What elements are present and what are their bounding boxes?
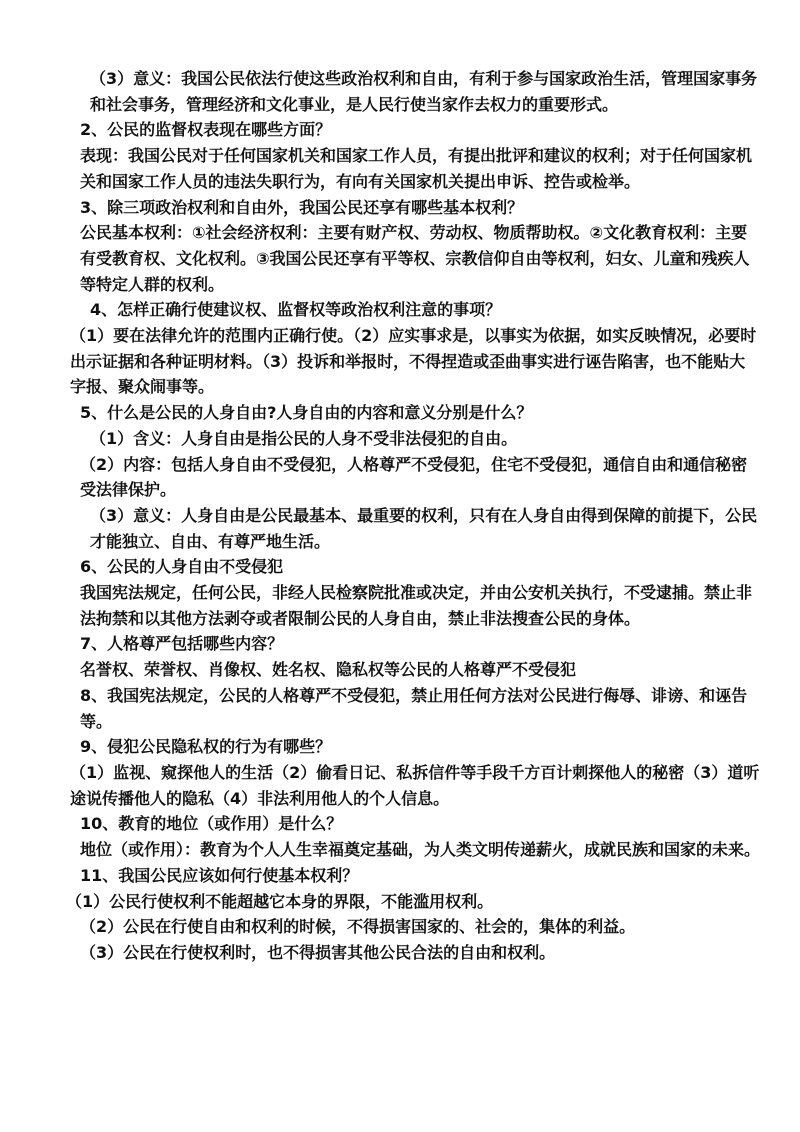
answer-6: 我国宪法规定，任何公民，非经人民检察院批准或决定，并由公安机关执行，不受逮捕。禁止非法拘禁和以其他方法剥夺或者限制公民的人身自由，禁止非法搜查公民的身体。 <box>80 583 753 628</box>
question-2: 2、公民的监督权表现在哪些方面？ <box>80 120 332 140</box>
answer-11-2: （2）公民在行使自由和权利的时候，不得损害国家的、社会的，集体的利益。 <box>80 917 636 937</box>
answer-7: 名誉权、荣誉权、肖像权、姓名权、隐私权等公民的人格尊严不受侵犯 <box>80 660 577 680</box>
question-9: 9、侵犯公民隐私权的行为有哪些？ <box>80 737 332 757</box>
question-3: 3、除三项政治权利和自由外，我国公民还享有哪些基本权利？ <box>80 197 524 217</box>
answer-5-meaning: （1）含义：人身自由是指公民的人身不受非法侵犯的自由。 <box>90 428 518 448</box>
answer-11-3: （3）公民在行使权利时，也不得损害其他公民合法的自由和权利。 <box>80 942 556 962</box>
answer-11-1: （1）公民行使权利不能超越它本身的界限，不能滥用权利。 <box>66 891 494 911</box>
question-11: 11、我国公民应该如何行使基本权利？ <box>80 865 359 885</box>
question-7: 7、人格尊严包括哪些内容？ <box>80 634 284 654</box>
question-10: 10、教育的地位（或作用）是什么？ <box>80 814 343 834</box>
question-4: 4、怎样正确行使建议权、监督权等政治权利注意的事项？ <box>90 300 502 320</box>
answer-10: 地位（或作用）：教育为个人人生幸福奠定基础，为人类文明传递薪火，成就民族和国家的未来。 <box>80 840 761 860</box>
question-5: 5、什么是公民的人身自由?人身自由的内容和意义分别是什么？ <box>80 403 533 423</box>
question-6: 6、公民的人身自由不受侵犯 <box>80 557 284 577</box>
answer-4: （1）要在法律允许的范围内正确行使。（2）应实事求是，以事实为依据，如实反映情况，必要时出示证据和各种证明材料。（3）投诉和举报时，不得捏造或歪曲事实进行诬告陷害，也不能贴大字报、聚众闹事等。 <box>70 326 757 397</box>
question-8: 8、我国宪法规定，公民的人格尊严不受侵犯，禁止用任何方法对公民进行侮辱、诽谤、和诬告等。 <box>80 685 748 731</box>
answer-5-significance: （3）意义：人身自由是公民最基本、最重要的权利，只有在人身自由得到保障的前提下，公民才能独立、自由、有尊严地生活。 <box>90 505 758 551</box>
answer-5-content: （2）内容：包括人身自由不受侵犯，人格尊严不受侵犯，住宅不受侵犯，通信自由和通信秘密受法律保护。 <box>80 454 748 500</box>
answer-9: （1）监视、窥探他人的生活（2）偷看日记、私拆信件等手段千方百计刺探他人的秘密（3）道听途说传播他人的隐私（4）非法利用他人的个人信息。 <box>70 762 760 808</box>
paragraph-significance: （3）意义：我国公民依法行使这些政治权利和自由，有利于参与国家政治生活，管理国家事务和社会事务，管理经济和文化事业，是人民行使当家作去权力的重要形式。 <box>90 69 758 114</box>
answer-2: 表现：我国公民对于任何国家机关和国家工作人员，有提出批评和建议的权利；对于任何国家机关和国家工作人员的违法失职行为，有向有关国家机关提出申诉、控告或检举。 <box>80 146 753 191</box>
answer-3: 公民基本权利：①社会经济权利：主要有财产权、劳动权、物质帮助权。②文化教育权利：主要有受教育权、文化权利。③我国公民还享有平等权、宗教信仰自由等权利，妇女、儿童和残疾人等特定人群的权利。 <box>80 223 750 294</box>
